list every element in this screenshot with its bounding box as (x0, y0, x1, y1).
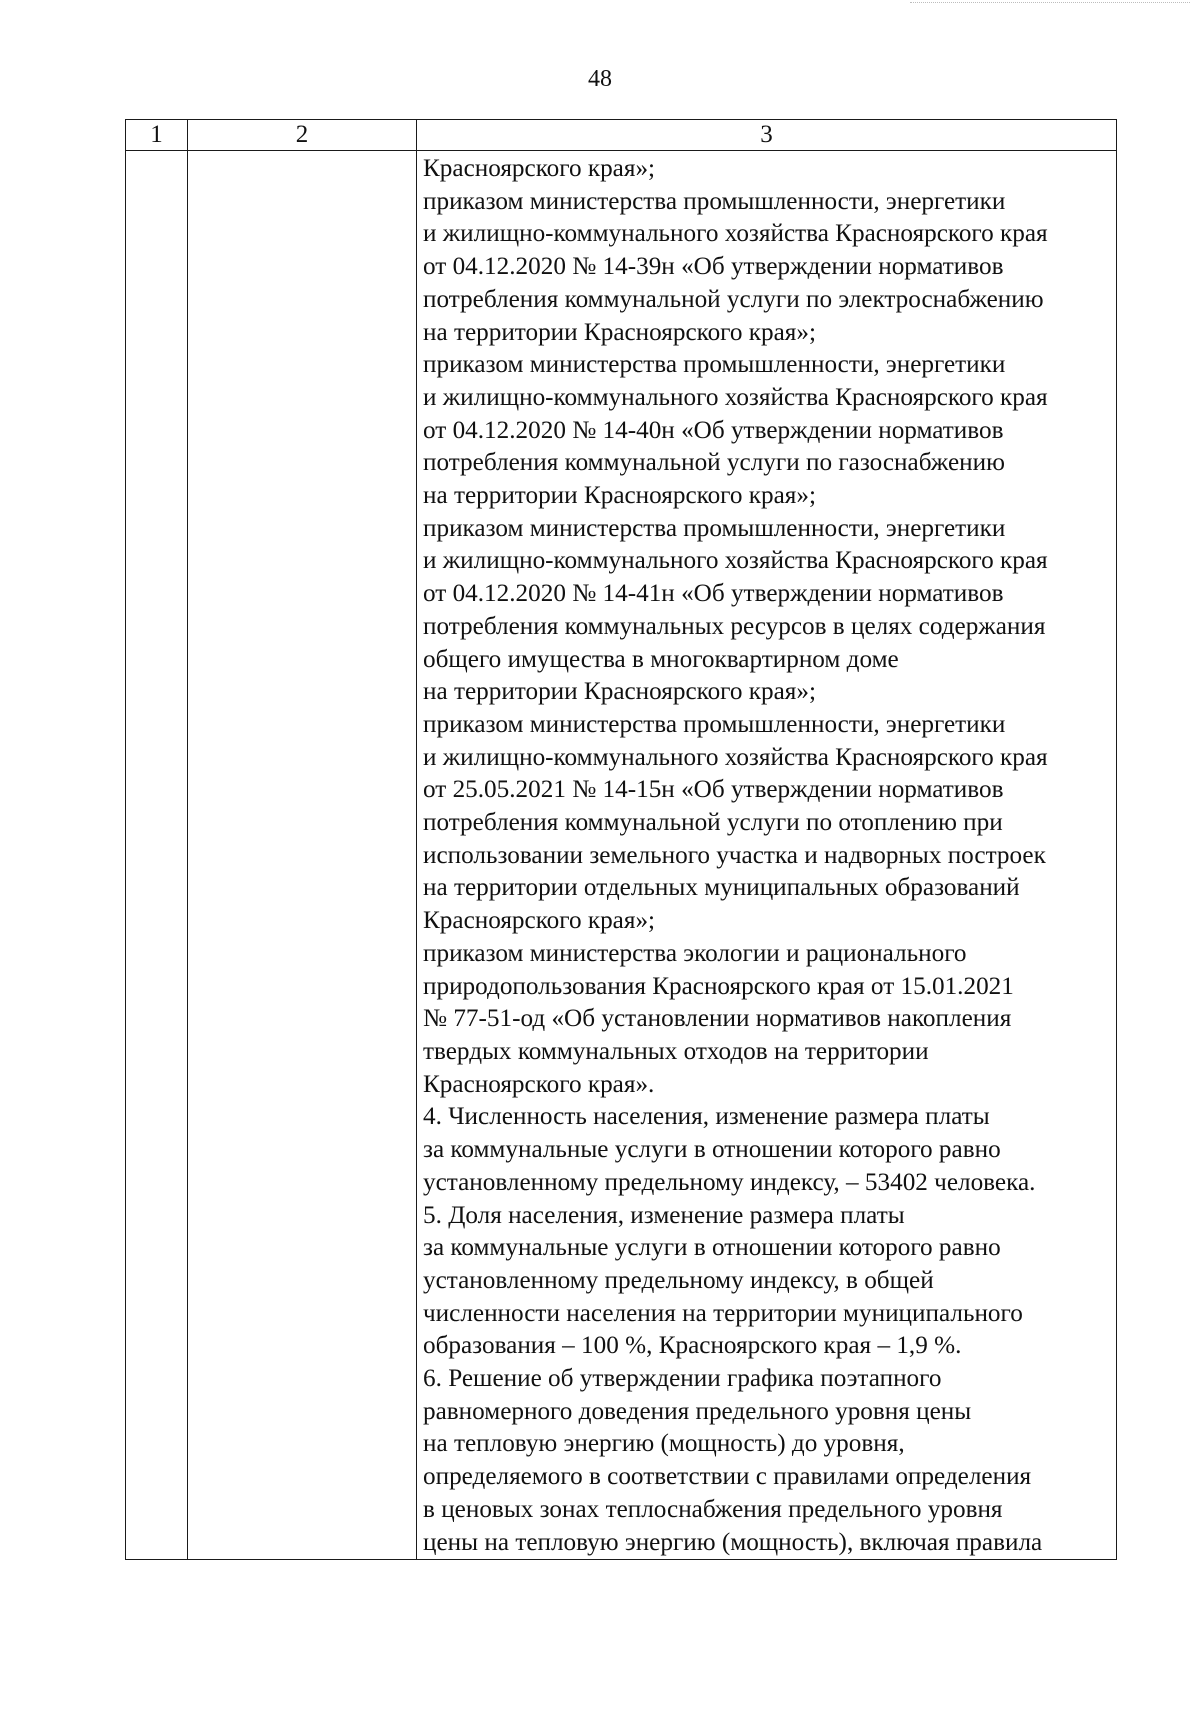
text-line: потребления коммунальной услуги по газоснабжению (423, 449, 1005, 477)
text-line: и жилищно-коммунального хозяйства Красноярского края (423, 547, 1048, 575)
text-line: установленному предельному индексу, в общей (423, 1266, 934, 1294)
table-row (126, 151, 1117, 1560)
text-line: общего имущества в многоквартирном доме (423, 645, 899, 673)
text-line: и жилищно-коммунального хозяйства Красноярского края (423, 743, 1048, 771)
text-line: в ценовых зонах теплоснабжения предельного уровня (423, 1495, 1003, 1523)
text-line: на территории Красноярского края»; (423, 482, 816, 510)
text-line: № 77-51-од «Об установлении нормативов накопления (423, 1005, 1012, 1033)
text-line: на тепловую энергию (мощность) до уровня, (423, 1430, 905, 1458)
text-line: от 25.05.2021 № 14-15н «Об утверждении нормативов (423, 776, 1004, 804)
text-line: Красноярского края»; (423, 155, 656, 182)
text-line: от 04.12.2020 № 14-41н «Об утверждении нормативов (423, 580, 1004, 608)
cell-text-block (423, 153, 1112, 1559)
text-line: образования – 100 %, Красноярского края – 1,9 %. (423, 1332, 962, 1360)
text-line: за коммунальные услуги в отношении которого равно (423, 1136, 1001, 1164)
page-number: 48 (588, 66, 612, 92)
text-line: приказом министерства промышленности, энергетики (423, 187, 1006, 215)
text-line: и жилищно-коммунального хозяйства Красноярского края (423, 220, 1048, 248)
cell-col-1 (126, 151, 188, 1560)
text-line: потребления коммунальной услуги по отоплению при (423, 809, 1003, 837)
text-line: численности населения на территории муниципального (423, 1299, 1023, 1327)
scan-edge-mark (910, 2, 1190, 7)
text-line: определяемого в соответствии с правилами определения (423, 1463, 1032, 1491)
text-line: от 04.12.2020 № 14-39н «Об утверждении нормативов (423, 253, 1004, 281)
column-header-2: 2 (188, 120, 417, 151)
text-line: цены на тепловую энергию (мощность), включая правила (423, 1528, 1043, 1556)
text-line: приказом министерства промышленности, энергетики (423, 351, 1006, 379)
text-line: использовании земельного участка и надворных построек (423, 841, 1046, 869)
text-line: от 04.12.2020 № 14-40н «Об утверждении нормативов (423, 416, 1004, 444)
text-line: Красноярского края»; (423, 907, 656, 935)
text-line: приказом министерства экологии и рационального (423, 939, 967, 967)
text-line: на территории Красноярского края»; (423, 318, 816, 346)
table-header-row (126, 120, 1117, 151)
cell-col-2 (188, 151, 417, 1560)
text-line: природопользования Красноярского края от 15.01.2021 (423, 972, 1014, 1000)
text-line: 5. Доля населения, изменение размера платы (423, 1201, 905, 1229)
text-line: 6. Решение об утверждении графика поэтапного (423, 1365, 942, 1393)
text-line: установленному предельному индексу, – 53402 человека. (423, 1168, 1036, 1196)
document-table (125, 119, 1117, 1560)
text-line: и жилищно-коммунального хозяйства Красноярского края (423, 383, 1048, 411)
text-line: за коммунальные услуги в отношении которого равно (423, 1234, 1001, 1262)
text-line: потребления коммунальной услуги по электроснабжению (423, 285, 1044, 313)
column-header-3: 3 (417, 120, 1117, 151)
text-line: на территории Красноярского края»; (423, 678, 816, 706)
text-line: твердых коммунальных отходов на территории (423, 1037, 929, 1065)
text-line: равномерного доведения предельного уровня цены (423, 1397, 972, 1425)
text-line: приказом министерства промышленности, энергетики (423, 514, 1006, 542)
text-line: приказом министерства промышленности, энергетики (423, 710, 1006, 738)
text-line: Красноярского края». (423, 1070, 655, 1098)
text-line: на территории отдельных муниципальных образований (423, 874, 1020, 902)
text-line: потребления коммунальных ресурсов в целях содержания (423, 612, 1046, 640)
text-line: 4. Численность населения, изменение размера платы (423, 1103, 990, 1131)
cell-col-3 (417, 151, 1117, 1560)
column-header-1: 1 (126, 120, 188, 151)
